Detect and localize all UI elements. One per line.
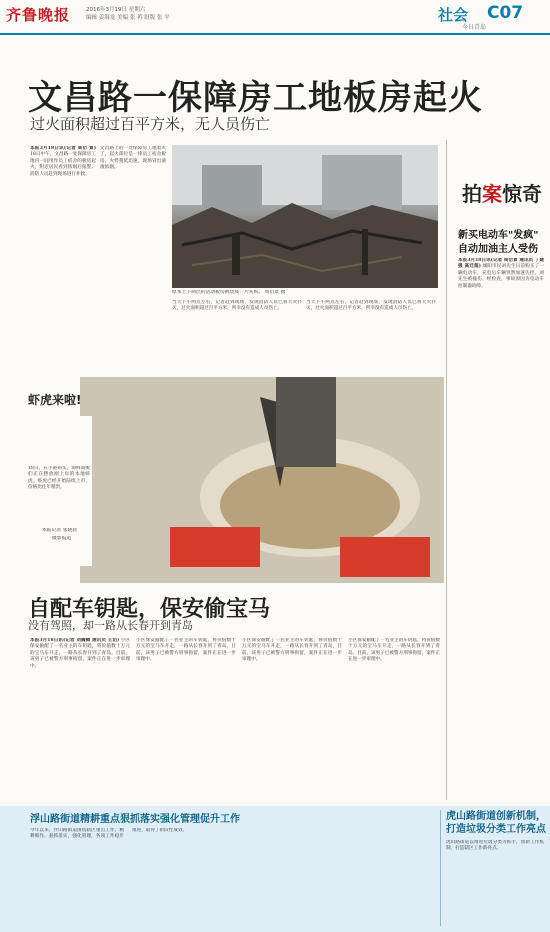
newspaper-logo: 齐鲁晚报 (6, 6, 71, 24)
fire-story-column-2 (100, 146, 166, 366)
theft-story-column-2 (136, 638, 236, 798)
fire-story-byline: 本报3月18日讯(记者 周衍 景) (30, 146, 96, 151)
bottom-right-paragraph: 虎山路街道以推进垃圾分类为抓手，创新工作机制，打造辖区工作新亮点。 (446, 840, 544, 852)
bottom-left-title: 浮山路街道精耕重点狠抓落实强化管理促升工作 (30, 814, 240, 825)
sidebar-logo-prefix: 拍 (462, 182, 482, 206)
sidebar-logo-accent: 案 (482, 182, 502, 206)
page-number: C07 (487, 3, 524, 23)
theft-story-column-1 (30, 638, 130, 798)
fire-story-column-3 (172, 300, 302, 366)
fire-story-paragraph-2: 文昌路上的一处保障房工地着火了，起火部位是一排员工宿舍板房，火势蔓延迅速，现场冒出滚滚浓烟。 (100, 146, 166, 171)
sidebar-byline: 本报3月18日讯(记者 周衍景 通讯员 丁建强 高迁超) (458, 258, 544, 270)
theft-story-paragraph-b: 小区保安偷配了一名业主的车钥匙，将价值数十万元的宝马车开走，一路从长春开到了青岛。目前，该男子已被警方刑事拘留，案件正在进一步审理中。 (136, 638, 236, 663)
masthead-rule (0, 33, 550, 35)
theft-story-column-3 (242, 638, 342, 798)
fire-story-column-1 (30, 146, 96, 366)
bottom-right-title: 虎山路街道创新机制，打造垃圾分类工作亮点 (446, 811, 546, 835)
bottom-right-body (446, 840, 544, 926)
fire-scene-illustration (172, 145, 438, 288)
shrimp-story-credit-1: 本报记者 张晓晨 (42, 528, 78, 533)
sidebar-column-logo (462, 178, 542, 207)
shrimp-story-box (12, 416, 92, 566)
theft-story-subheadline: 没有驾照，却一路从长春开到青岛 (28, 619, 193, 632)
fire-story-paragraph-3: 当天下午两点左右，记者赶到现场，发现消防人员已将大火扑灭，过火面积超过百平方米，所幸没有造成人员伤亡。 (172, 300, 302, 312)
shrimp-story-paragraph: 18日，在小港码头，海鲜商贩们正在摆放刚上岸的本地虾虎。虾虎已经开始陆续上市，价格比往年稍贵。 (28, 466, 90, 491)
shrimp-market-illustration (80, 377, 444, 583)
bottom-left-body (30, 828, 430, 926)
shrimp-market-photo (80, 377, 444, 583)
subsection-name: 今日青岛 (462, 24, 487, 31)
sidebar-logo-suffix: 惊奇 (502, 182, 542, 206)
sidebar-paragraph: 城阳市民刘先生日前购买了一辆电动车，充电后车辆突然加速失控，刘先生被撞伤。经检查，事故原因为电动车控制器故障。 (458, 264, 544, 289)
sidebar-story-body (458, 258, 544, 798)
fire-photo-caption: 原本上下两层的活动板房被烧成一片灰烬。 周衍景 摄 (172, 290, 286, 295)
fire-story-paragraph-1: 18日中午，文昌路一处保障房工地内一间用作员工宿舍的板房起火，附近居民看到浓烟后报警。消防人员赶到现场进行扑救。 (30, 152, 96, 177)
issue-date: 2016年3月19日 星期六 (86, 7, 146, 13)
theft-story-paragraph: 小区保安偷配了一名业主的车钥匙，将价值数十万元的宝马车开走，一路从长春开到了青岛。目前，该男子已被警方刑事拘留，案件正在进一步审理中。 (30, 638, 130, 669)
bottom-divider (440, 810, 441, 926)
sidebar-headline-1: 新买电动车"发疯" (458, 230, 539, 241)
sidebar-divider (446, 140, 447, 800)
theft-story-paragraph-c: 小区保安偷配了一名业主的车钥匙，将价值数十万元的宝马车开走，一路从长春开到了青岛。目前，该男子已被警方刑事拘留，案件正在进一步审理中。 (242, 638, 342, 663)
fire-story-column-4 (306, 300, 436, 366)
section-name: 社会 (438, 6, 469, 24)
theft-story-column-4 (348, 638, 440, 798)
editor-credits: 编辑 姜海龙 美编 张 苒 组版 张 平 (86, 15, 170, 21)
main-subheadline: 过火面积超过百平方米，无人员伤亡 (30, 115, 271, 133)
theft-story-paragraph-d: 小区保安偷配了一名业主的车钥匙，将价值数十万元的宝马车开走，一路从长春开到了青岛。目前，该男子已被警方刑事拘留，案件正在进一步审理中。 (348, 638, 440, 663)
shrimp-story-title: 虾虎来啦! (28, 393, 82, 407)
theft-story-byline: 本报3月18日讯(记者 刘腾腾 通讯员 王迅) (30, 638, 120, 643)
fire-story-paragraph-3b: 当天下午两点左右，记者赶到现场，发现消防人员已将大火扑灭，过火面积超过百平方米，所幸没有造成人员伤亡。 (306, 300, 436, 312)
theft-story-headline: 自配车钥匙，保安偷宝马 (28, 597, 271, 622)
fire-scene-photo (172, 145, 438, 288)
shrimp-story-credit-2: 摄影报道 (52, 536, 72, 541)
main-headline: 文昌路一保障房工地板房起火 (28, 78, 483, 118)
bottom-left-paragraph: 今年以来，浮山路街道围绕辖区重点工作，精耕细作，狠抓落实，强化管理，各项工作稳步推进，取得了阶段性成效。 (30, 828, 188, 840)
sidebar-headline-2: 自动加油主人受伤 (458, 244, 538, 255)
masthead (0, 0, 550, 36)
